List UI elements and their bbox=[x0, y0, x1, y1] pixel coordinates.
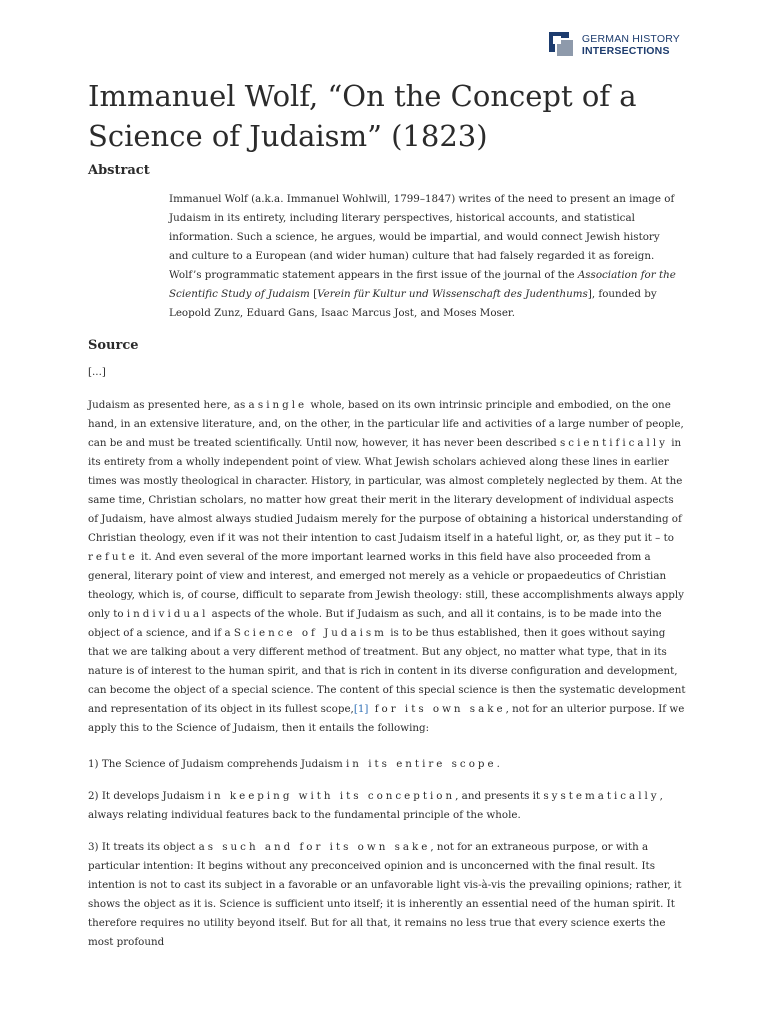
text-run: , and presents it bbox=[455, 790, 544, 802]
source-paragraph-2 bbox=[88, 755, 686, 774]
spaced-emphasis: in its entire scope. bbox=[346, 758, 503, 770]
source-heading: Source bbox=[88, 338, 139, 353]
spaced-emphasis: individual bbox=[126, 608, 209, 620]
source-paragraph-3 bbox=[88, 787, 686, 825]
logo-line-1: GERMAN HISTORY bbox=[581, 33, 680, 45]
text-run: it. And even several of the more important learned works in this field have also proceeded from a general, literary point of view and interest, and emerged not merely as a vehicle or propaedeutics of Christian theology, which is, of course, difficult to separate from Jewish theology: still, these accomplishments always apply only to bbox=[88, 551, 684, 620]
abstract-heading: Abstract bbox=[88, 163, 150, 178]
text-run: , always relating individual features back to the fundamental principle of the whole. bbox=[88, 790, 663, 821]
logo-line-2: INTERSECTIONS bbox=[581, 45, 670, 57]
spaced-emphasis: as such and for its own sake bbox=[198, 841, 431, 853]
spaced-emphasis: in keeping with its conception bbox=[207, 790, 456, 802]
text-run: 1) The Science of Judaism comprehends Judaism bbox=[88, 758, 347, 770]
source-ellipsis: [...] bbox=[88, 366, 106, 378]
abstract-italic-1: Association for the Scientific Study of Judaism bbox=[169, 269, 676, 300]
footnote-link[interactable]: [1] bbox=[353, 703, 369, 715]
text-run: Judaism as presented here, as a bbox=[88, 399, 258, 411]
text-run: , not for an extraneous purpose, or with a particular intention: It begins without any preconceived opinion and is unconcerned with the final result. Its intention is not to cast its subject in a favorable or an unfavorable light vis-à-vis the prevailing opinions; rather, it shows the object as it is. Science is sufficient unto itself; it is inherently an essential need of the human spirit. It therefore requires no utility beyond itself. But for all that, it remains no less true that every science exerts the most profound bbox=[88, 841, 682, 948]
text-run: , not for an ulterior purpose. If we apply this to the Science of Judaism, then it entails the following: bbox=[88, 703, 685, 734]
abstract-text-1: Immanuel Wolf (a.k.a. Immanuel Wohlwill, 1799–1847) writes of the need to present an image of Judaism in its entirety, including literary perspectives, historical accounts, and statistical information. Such a science, he argues, would be impartial, and would connect Jewish history and culture to a European (and wider human) culture that had falsely regarded it as foreign. Wolf’s programmatic statement appears in the first issue of the journal of the bbox=[169, 193, 675, 281]
document-title: Immanuel Wolf, “On the Concept of a Science of Judaism” (1823) bbox=[88, 79, 637, 153]
abstract-text bbox=[169, 190, 681, 323]
spaced-emphasis: Science of Judaism bbox=[233, 627, 387, 639]
logo-text bbox=[582, 33, 680, 57]
spaced-emphasis: systematically bbox=[543, 790, 660, 802]
spaced-emphasis: scientifically bbox=[560, 437, 668, 449]
spaced-emphasis: single bbox=[257, 399, 308, 411]
logo-mark-icon bbox=[549, 32, 575, 58]
text-run: aspects of the whole. But if Judaism as such, and all it contains, is to be made into the object of a science, and if a bbox=[88, 608, 662, 639]
spaced-emphasis: for its own sake bbox=[368, 703, 506, 715]
text-run: is to be thus established, then it goes without saying that we are talking about a very different method of treatment. But any object, no matter what type, that in its nature is of interest to the human spirit, and that is rich in content in its diverse configuration and development, can become the object of a special science. The content of this special science is then the systematic development and representation of its object in its fullest scope, bbox=[88, 627, 686, 715]
spaced-emphasis: refute bbox=[88, 551, 138, 563]
text-run: 2) It develops Judaism bbox=[88, 790, 208, 802]
source-paragraph-1 bbox=[88, 396, 686, 738]
text-run: 3) It treats its object bbox=[88, 841, 199, 853]
site-logo[interactable] bbox=[549, 32, 680, 58]
source-paragraph-4 bbox=[88, 838, 686, 952]
text-run: whole, based on its own intrinsic principle and embodied, on the one hand, in an extensive literature, and, on the other, in the particular life and activities of a large number of people, can be and must be treated scientifically. Until now, however, it has never been described bbox=[88, 399, 684, 449]
abstract-italic-2: Verein für Kultur und Wissenschaft des Judenthums bbox=[317, 288, 588, 300]
abstract-text-2: [ bbox=[309, 288, 318, 300]
abstract-text-3: ], founded by Leopold Zunz, Eduard Gans, Isaac Marcus Jost, and Moses Moser. bbox=[169, 288, 657, 319]
text-run: in its entirety from a wholly independent point of view. What Jewish scholars achieved along these lines in earlier times was mostly theological in character. History, in particular, was almost completely neglected by them. At the same time, Christian scholars, no matter how great their merit in the literary development of individual aspects of Judaism, have almost always studied Judaism merely for the purpose of obtaining a historical understanding of Christian theology, even if it was not their intention to cast Judaism itself in a hateful light, or, as they put it – to bbox=[88, 437, 683, 544]
